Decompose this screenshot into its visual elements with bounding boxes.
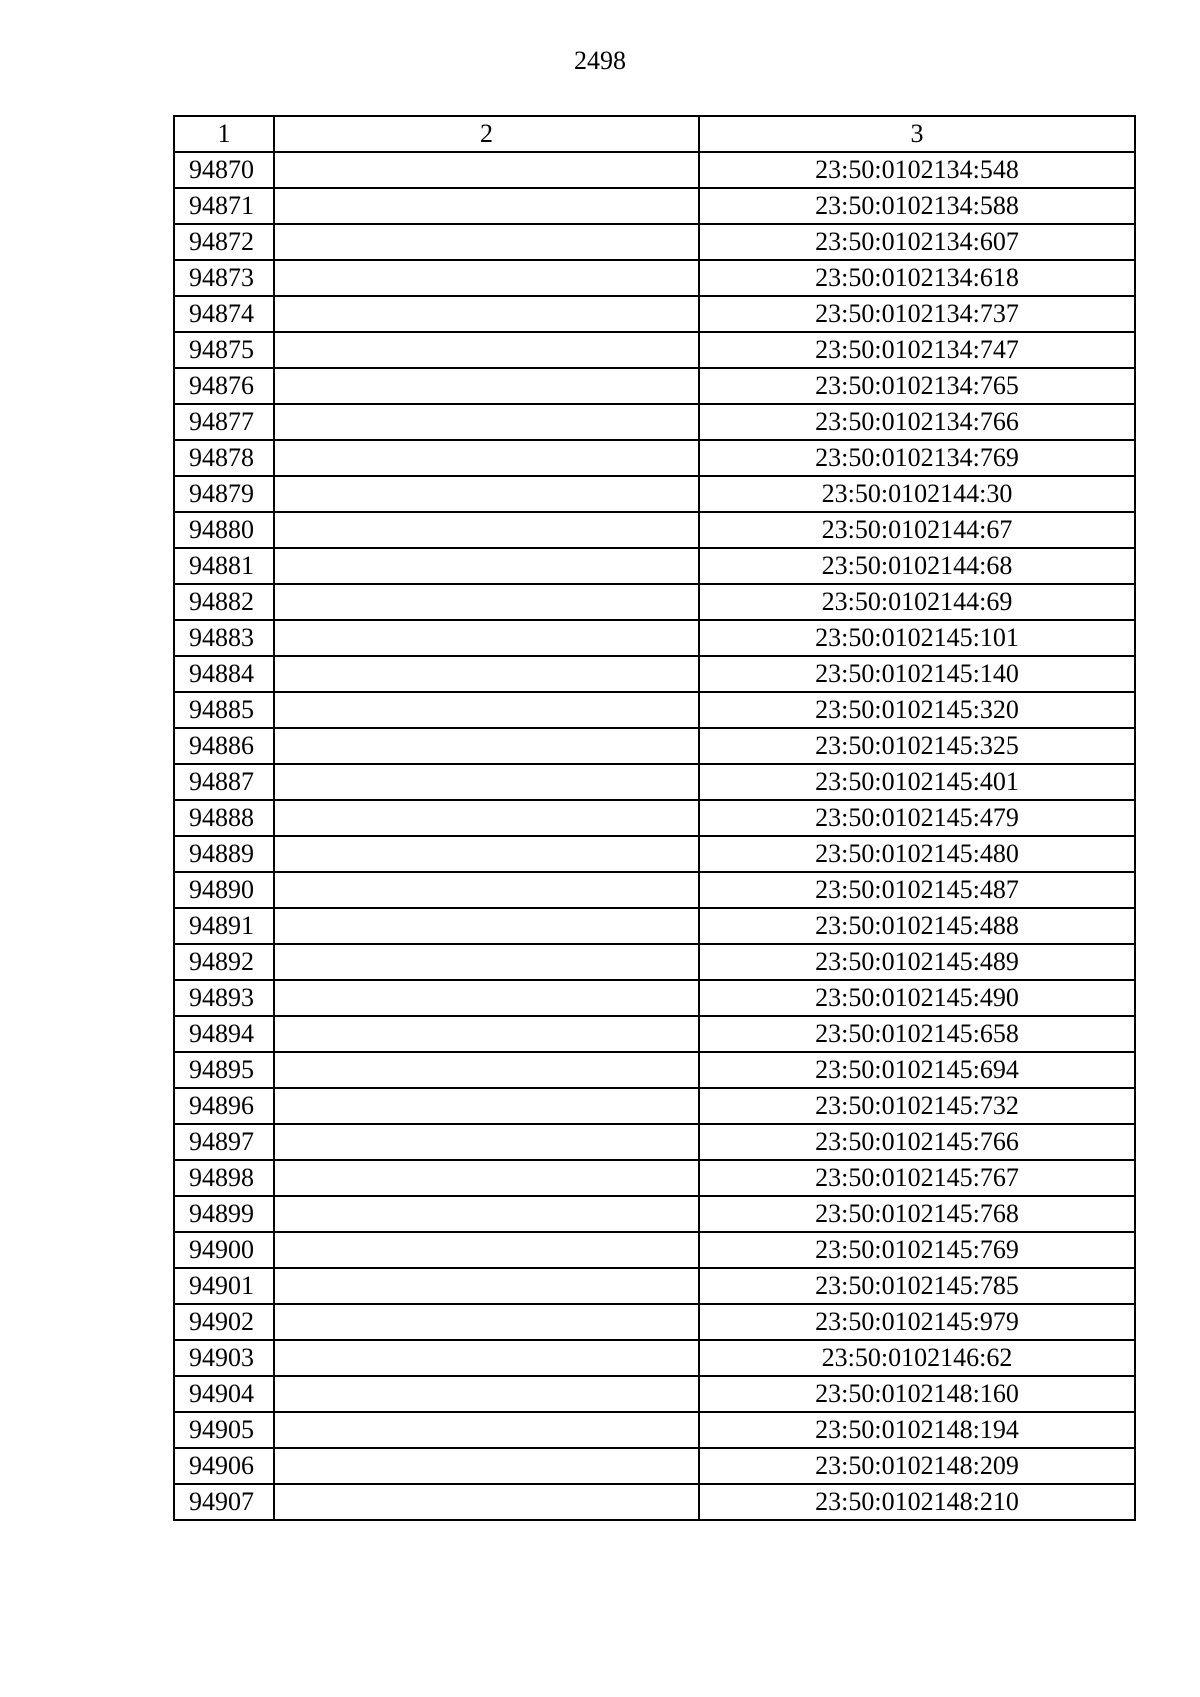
row-number-cell: 94884 [174,656,274,692]
registry-table [173,115,1136,1521]
row-number-cell: 94882 [174,584,274,620]
table-row [174,1052,1135,1088]
row-number-cell: 94889 [174,836,274,872]
empty-cell [274,620,699,656]
table-row [174,836,1135,872]
cadastral-number-cell: 23:50:0102145:325 [699,728,1135,764]
empty-cell [274,1448,699,1484]
header-col-2: 2 [274,116,699,152]
row-number-cell: 94894 [174,1016,274,1052]
table-body [174,152,1135,1520]
row-number-cell: 94902 [174,1304,274,1340]
table-row [174,656,1135,692]
empty-cell [274,836,699,872]
cadastral-number-cell: 23:50:0102144:69 [699,584,1135,620]
cadastral-number-cell: 23:50:0102148:160 [699,1376,1135,1412]
table-row [174,692,1135,728]
empty-cell [274,476,699,512]
empty-cell [274,1124,699,1160]
row-number-cell: 94886 [174,728,274,764]
empty-cell [274,764,699,800]
empty-cell [274,188,699,224]
table-row [174,188,1135,224]
table-row [174,1484,1135,1520]
table-row [174,764,1135,800]
cadastral-number-cell: 23:50:0102145:488 [699,908,1135,944]
empty-cell [274,440,699,476]
table-row [174,1016,1135,1052]
empty-cell [274,1412,699,1448]
empty-cell [274,944,699,980]
table-row [174,1196,1135,1232]
empty-cell [274,332,699,368]
cadastral-number-cell: 23:50:0102145:480 [699,836,1135,872]
empty-cell [274,800,699,836]
row-number-cell: 94870 [174,152,274,188]
row-number-cell: 94883 [174,620,274,656]
cadastral-number-cell: 23:50:0102145:979 [699,1304,1135,1340]
empty-cell [274,728,699,764]
row-number-cell: 94871 [174,188,274,224]
cadastral-number-cell: 23:50:0102134:765 [699,368,1135,404]
cadastral-number-cell: 23:50:0102134:618 [699,260,1135,296]
row-number-cell: 94875 [174,332,274,368]
table-row [174,728,1135,764]
table-row [174,980,1135,1016]
table-row [174,476,1135,512]
empty-cell [274,872,699,908]
row-number-cell: 94872 [174,224,274,260]
cadastral-number-cell: 23:50:0102145:732 [699,1088,1135,1124]
row-number-cell: 94877 [174,404,274,440]
empty-cell [274,584,699,620]
table-row [174,152,1135,188]
table-row [174,1088,1135,1124]
row-number-cell: 94899 [174,1196,274,1232]
empty-cell [274,1340,699,1376]
empty-cell [274,1232,699,1268]
cadastral-number-cell: 23:50:0102145:785 [699,1268,1135,1304]
table-header [174,116,1135,152]
table-row [174,1304,1135,1340]
empty-cell [274,224,699,260]
cadastral-number-cell: 23:50:0102134:548 [699,152,1135,188]
empty-cell [274,1376,699,1412]
header-col-3: 3 [699,116,1135,152]
table-row [174,800,1135,836]
table-row [174,512,1135,548]
cadastral-number-cell: 23:50:0102145:140 [699,656,1135,692]
row-number-cell: 94895 [174,1052,274,1088]
cadastral-number-cell: 23:50:0102144:30 [699,476,1135,512]
cadastral-number-cell: 23:50:0102145:768 [699,1196,1135,1232]
table-row [174,224,1135,260]
table-row [174,440,1135,476]
cadastral-number-cell: 23:50:0102145:320 [699,692,1135,728]
row-number-cell: 94881 [174,548,274,584]
row-number-cell: 94903 [174,1340,274,1376]
cadastral-number-cell: 23:50:0102134:747 [699,332,1135,368]
table-row [174,368,1135,404]
cadastral-number-cell: 23:50:0102145:658 [699,1016,1135,1052]
cadastral-number-cell: 23:50:0102148:210 [699,1484,1135,1520]
table-row [174,296,1135,332]
row-number-cell: 94873 [174,260,274,296]
empty-cell [274,296,699,332]
row-number-cell: 94898 [174,1160,274,1196]
table-row [174,1448,1135,1484]
empty-cell [274,908,699,944]
empty-cell [274,548,699,584]
row-number-cell: 94892 [174,944,274,980]
cadastral-number-cell: 23:50:0102145:769 [699,1232,1135,1268]
row-number-cell: 94900 [174,1232,274,1268]
row-number-cell: 94878 [174,440,274,476]
cadastral-number-cell: 23:50:0102146:62 [699,1340,1135,1376]
table-row [174,404,1135,440]
empty-cell [274,1052,699,1088]
table-row [174,1340,1135,1376]
empty-cell [274,656,699,692]
table-row [174,1268,1135,1304]
table-row [174,1232,1135,1268]
row-number-cell: 94896 [174,1088,274,1124]
row-number-cell: 94905 [174,1412,274,1448]
cadastral-number-cell: 23:50:0102148:209 [699,1448,1135,1484]
table-row [174,1412,1135,1448]
page-number: 2498 [574,46,626,75]
cadastral-number-cell: 23:50:0102145:694 [699,1052,1135,1088]
table-row [174,908,1135,944]
table-row [174,260,1135,296]
row-number-cell: 94874 [174,296,274,332]
table-row [174,1160,1135,1196]
table-row [174,332,1135,368]
table-row [174,584,1135,620]
cadastral-number-cell: 23:50:0102134:737 [699,296,1135,332]
header-col-1: 1 [174,116,274,152]
row-number-cell: 94885 [174,692,274,728]
table-row [174,872,1135,908]
row-number-cell: 94904 [174,1376,274,1412]
cadastral-number-cell: 23:50:0102145:766 [699,1124,1135,1160]
cadastral-number-cell: 23:50:0102145:479 [699,800,1135,836]
row-number-cell: 94897 [174,1124,274,1160]
table-row [174,944,1135,980]
table-row [174,1376,1135,1412]
header-row [174,116,1135,152]
row-number-cell: 94890 [174,872,274,908]
table-row [174,548,1135,584]
cadastral-number-cell: 23:50:0102134:766 [699,404,1135,440]
empty-cell [274,1304,699,1340]
empty-cell [274,1196,699,1232]
empty-cell [274,1088,699,1124]
row-number-cell: 94907 [174,1484,274,1520]
row-number-cell: 94880 [174,512,274,548]
empty-cell [274,512,699,548]
cadastral-number-cell: 23:50:0102145:490 [699,980,1135,1016]
cadastral-number-cell: 23:50:0102144:68 [699,548,1135,584]
row-number-cell: 94901 [174,1268,274,1304]
cadastral-number-cell: 23:50:0102145:767 [699,1160,1135,1196]
cadastral-number-cell: 23:50:0102148:194 [699,1412,1135,1448]
cadastral-number-cell: 23:50:0102134:769 [699,440,1135,476]
cadastral-number-cell: 23:50:0102145:489 [699,944,1135,980]
empty-cell [274,1268,699,1304]
empty-cell [274,1160,699,1196]
row-number-cell: 94876 [174,368,274,404]
row-number-cell: 94879 [174,476,274,512]
row-number-cell: 94893 [174,980,274,1016]
empty-cell [274,1484,699,1520]
empty-cell [274,368,699,404]
cadastral-number-cell: 23:50:0102145:487 [699,872,1135,908]
row-number-cell: 94888 [174,800,274,836]
table-row [174,1124,1135,1160]
cadastral-number-cell: 23:50:0102145:401 [699,764,1135,800]
row-number-cell: 94887 [174,764,274,800]
cadastral-number-cell: 23:50:0102134:607 [699,224,1135,260]
empty-cell [274,404,699,440]
empty-cell [274,152,699,188]
empty-cell [274,692,699,728]
empty-cell [274,260,699,296]
cadastral-number-cell: 23:50:0102134:588 [699,188,1135,224]
cadastral-number-cell: 23:50:0102144:67 [699,512,1135,548]
row-number-cell: 94891 [174,908,274,944]
empty-cell [274,1016,699,1052]
cadastral-number-cell: 23:50:0102145:101 [699,620,1135,656]
row-number-cell: 94906 [174,1448,274,1484]
empty-cell [274,980,699,1016]
table-row [174,620,1135,656]
